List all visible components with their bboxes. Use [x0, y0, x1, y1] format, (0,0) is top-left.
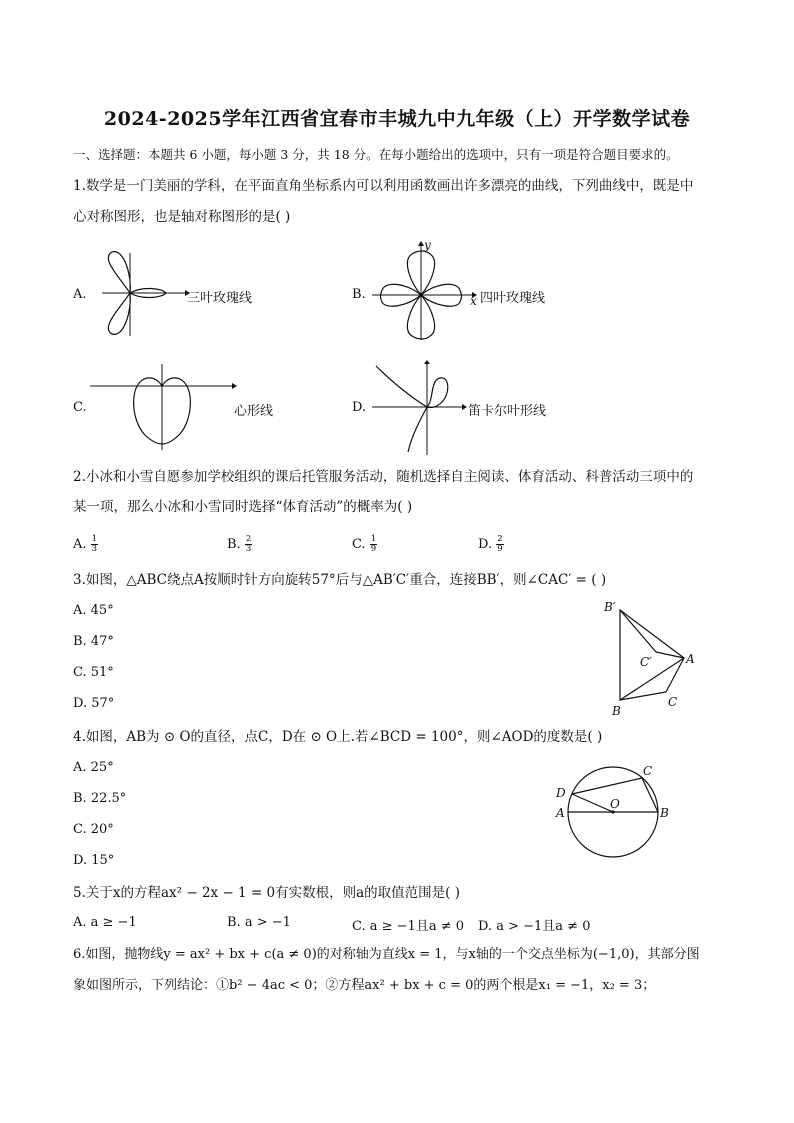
q2-option-a-fraction: $\frac{1}{3}$ — [91, 534, 98, 554]
q2-option-c-label: C. — [352, 537, 366, 552]
q2-option-a-label: A. — [73, 537, 87, 552]
four-leaf-rose-figure — [372, 240, 482, 340]
q2-option-d — [478, 535, 504, 554]
q1-option-d-label: D. — [352, 400, 367, 415]
folium-of-descartes-figure — [372, 360, 472, 455]
q5-option-d: D. a > −1且a ≠ 0 — [478, 919, 591, 934]
q3-label-b-prime: B′ — [604, 600, 616, 614]
q2-option-b-label: B. — [227, 537, 241, 552]
q4-label-o: O — [610, 797, 620, 811]
q4-label-b: B — [660, 806, 669, 820]
q3-option-d: D. 57° — [73, 696, 115, 711]
page-title: 2024-2025学年江西省宜春市丰城九中九年级（上）开学数学试卷 — [103, 108, 691, 130]
q2-stem-line1: 2.小冰和小雪自愿参加学校组织的课后托管服务活动，随机选择自主阅读、体育活动、科普活动三项中的 — [73, 469, 694, 485]
q1-stem-line2: 心对称图形，也是轴对称图形的是( ) — [73, 209, 291, 225]
q4-label-a: A — [556, 806, 565, 820]
q6-stem-line1: 6.如图，抛物线y = ax² + bx + c(a ≠ 0)的对称轴为直线x = 1，与x轴的一个交点坐标为(−1,0)，其部分图 — [73, 947, 700, 962]
q3-label-b: B — [612, 704, 621, 718]
q2-option-b — [227, 535, 252, 554]
q3-label-a: A — [686, 652, 695, 666]
q1-option-b-caption: 四叶玫瑰线 — [480, 291, 546, 306]
q1-option-a-label: A. — [73, 287, 87, 302]
q2-option-c-fraction: $\frac{1}{9}$ — [370, 534, 377, 554]
q5-option-c: C. a ≥ −1且a ≠ 0 — [352, 919, 464, 934]
q4-label-c: C — [643, 764, 653, 778]
q2-stem-line2: 某一项，那么小冰和小雪同时选择“体育活动”的概率为( ) — [73, 499, 413, 515]
three-leaf-rose-figure — [90, 248, 190, 338]
q4-option-d: D. 15° — [73, 853, 115, 868]
cardioid-figure — [90, 362, 240, 452]
q4-circle-figure — [566, 764, 666, 860]
q6-stem-line2: 象如图所示，下列结论：①b² − 4ac < 0；②方程ax² + bx + c = 0的两个根是x₁ = −1，x₂ = 3； — [73, 978, 656, 993]
q4-option-a: A. 25° — [73, 760, 114, 775]
q1-option-b-axis-x: x — [470, 294, 477, 308]
q3-option-b: B. 47° — [73, 634, 114, 649]
q1-stem-line1: 1.数学是一门美丽的学科，在平面直角坐标系内可以利用函数画出许多漂亮的曲线，下列曲线中，既是中 — [73, 178, 694, 194]
q2-option-d-fraction: $\frac{2}{9}$ — [497, 534, 503, 554]
q1-option-c-label: C. — [73, 400, 87, 415]
q4-option-b: B. 22.5° — [73, 791, 127, 806]
q1-option-b-axis-y: y — [424, 238, 431, 252]
q3-option-c: C. 51° — [73, 665, 114, 680]
q2-option-c — [352, 535, 377, 554]
q5-option-b: B. a > −1 — [227, 915, 291, 930]
section-heading: 一、选择题：本题共 6 小题，每小题 3 分，共 18 分。在每小题给出的选项中，只有一项是符合题目要求的。 — [73, 147, 679, 162]
q3-label-c-prime: C′ — [640, 655, 652, 669]
q5-option-a: A. a ≥ −1 — [73, 915, 137, 930]
q5-stem: 5.关于x的方程ax² − 2x − 1 = 0有实数根，则a的取值范围是( ) — [73, 885, 461, 901]
q2-option-a — [73, 535, 98, 554]
q3-stem: 3.如图，△ABC绕点A按顺时针方向旋转57°后与△AB′C′重合，连接BB′，则∠CAC′ = ( ) — [73, 572, 607, 588]
q1-option-d-caption: 笛卡尔叶形线 — [468, 404, 547, 419]
q4-stem: 4.如图，AB为 ⊙ O的直径，点C，D在 ⊙ O上.若∠BCD = 100°，则∠AOD的度数是( ) — [73, 729, 603, 745]
q3-label-c: C — [668, 695, 678, 709]
q3-option-a: A. 45° — [73, 603, 114, 618]
q1-option-b-label: B. — [352, 287, 366, 302]
q4-option-c: C. 20° — [73, 822, 114, 837]
q2-option-b-fraction: $\frac{2}{3}$ — [245, 534, 252, 554]
q2-option-d-label: D. — [478, 537, 493, 552]
q1-option-a-caption: 三叶玫瑰线 — [187, 291, 253, 306]
q4-label-d: D — [556, 786, 566, 800]
q1-option-c-caption: 心形线 — [234, 404, 274, 419]
